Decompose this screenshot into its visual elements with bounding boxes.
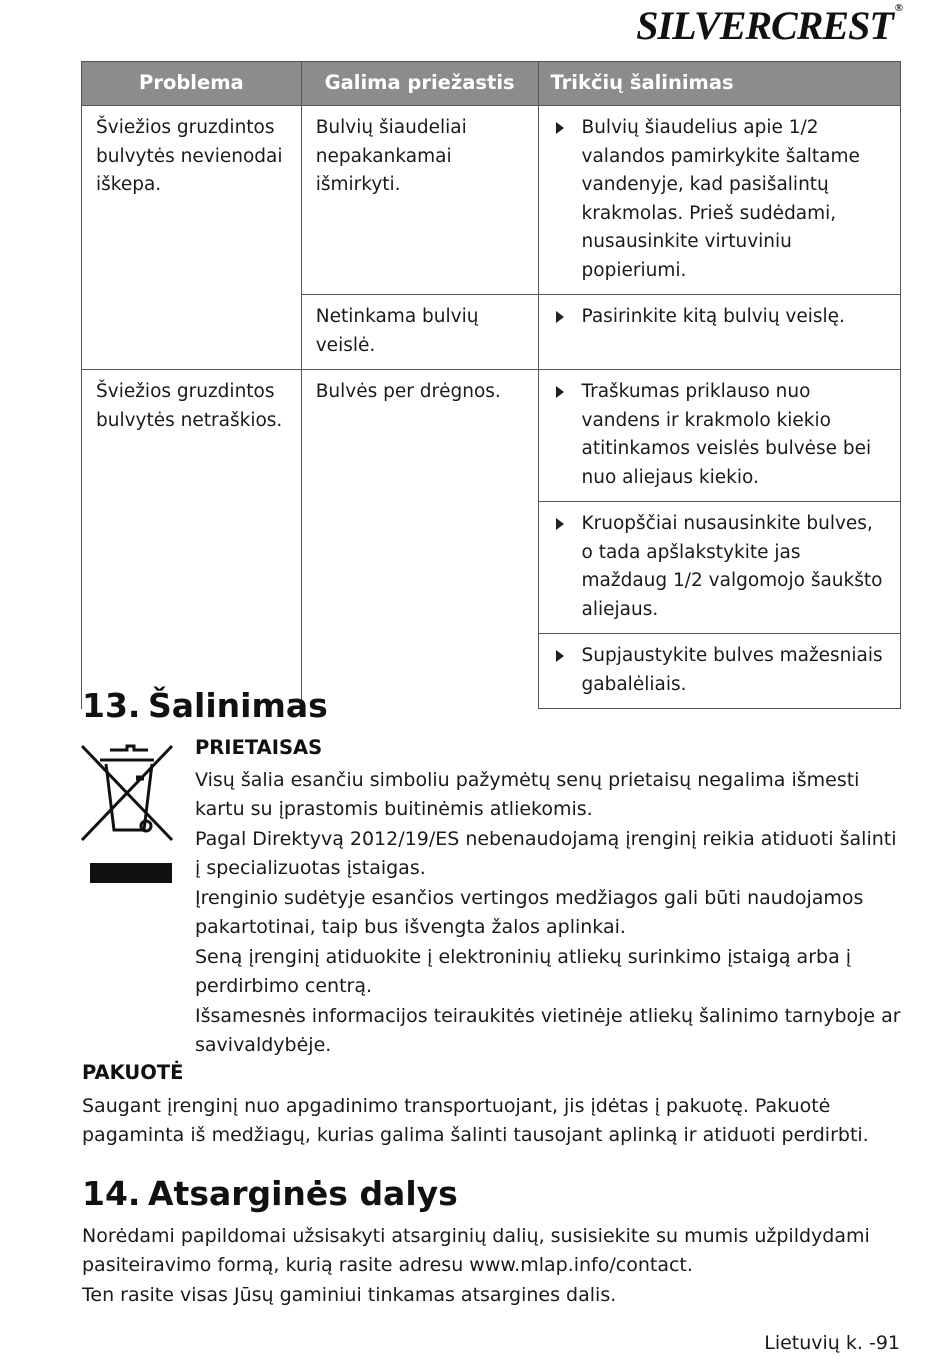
device-paragraph: Pagal Direktyvą 2012/19/ES nebenaudojamą įrenginį reikia atiduoti šalinti į specializuotas įstaigas. — [195, 828, 897, 880]
bullet-triangle-icon — [556, 311, 564, 323]
device-paragraph: Išsamesnės informacijos teiraukitės vietinėje atliekų šalinimo tarnyboje ar savivaldybėje. — [195, 1005, 901, 1057]
header-remedy: Trikčių šalinimas — [538, 62, 900, 106]
remedy-cell: Pasirinkite kitą bulvių veislę. — [538, 295, 900, 370]
device-paragraph: Visų šalia esančiu simboliu pažymėtų senų prietaisų negalima išmesti kartu su įprastomis buitinėmis atliekomis. — [195, 769, 860, 821]
spare-parts-paragraph: Norėdami papildomai užsisakyti atsarginių dalių, susisiekite su mumis užpildydami pasiteiravimo formą, kurią rasite adresu www.mlap.info/contact. — [82, 1225, 870, 1277]
device-paragraph: Seną įrenginį atiduokite į elektroninių atliekų surinkimo įstaigą arba į perdirbimo centrą. — [195, 946, 852, 998]
header-cause: Galima priežastis — [301, 62, 538, 106]
header-problem: Problema — [82, 62, 302, 106]
remedy-cell: Supjaustykite bulves mažesniais gabalėliais. — [538, 634, 900, 709]
section-14-heading: 14. Atsarginės dalys — [82, 1174, 458, 1213]
table-header-row — [82, 62, 901, 106]
problem-cell: Šviežios gruzdintos bulvytės netraškios. — [82, 370, 302, 709]
remedy-cell: Bulvių šiaudelius apie 1/2 valandos pamirkykite šaltame vandenyje, kad pasišalintų krakmolas. Prieš sudėdami, nusausinkite virtuviniu popieriumi. — [538, 106, 900, 295]
table-row — [82, 106, 901, 295]
troubleshooting-table — [81, 61, 901, 709]
silvercrest-logo: SILVERCREST ® — [636, 2, 902, 48]
crossed-out-wheelie-bin-icon — [80, 738, 176, 886]
cause-cell: Bulvių šiaudeliai nepakankamai išmirkyti. — [301, 106, 538, 295]
cause-cell: Bulvės per drėgnos. — [301, 370, 538, 709]
device-paragraph: Įrenginio sudėtyje esančios vertingos medžiagos gali būti naudojamos pakartotinai, taip bus išvengta žalos aplinkai. — [195, 887, 864, 939]
problem-cell: Šviežios gruzdintos bulvytės nevienodai iškepa. — [82, 106, 302, 370]
section-13-heading: 13. Šalinimas — [82, 686, 328, 725]
device-heading: PRIETAISAS — [195, 736, 323, 759]
packaging-heading: PAKUOTĖ — [82, 1061, 184, 1084]
bullet-triangle-icon — [556, 122, 564, 134]
cause-cell: Netinkama bulvių veislė. — [301, 295, 538, 370]
table-row — [82, 370, 901, 502]
remedy-cell: Traškumas priklauso nuo vandens ir krakmolo kiekio atitinkamos veislės bulvėse bei nuo aliejaus kiekio. — [538, 370, 900, 502]
bullet-triangle-icon — [556, 650, 564, 662]
bullet-triangle-icon — [556, 386, 564, 398]
page-number: Lietuvių k. -91 — [764, 1332, 900, 1354]
spare-parts-paragraph: Ten rasite visas Jūsų gaminiui tinkamas atsargines dalis. — [82, 1284, 617, 1306]
bullet-triangle-icon — [556, 518, 564, 530]
packaging-paragraph: Saugant įrenginį nuo apgadinimo transportuojant, jis įdėtas į pakuotę. Pakuotė pagaminta iš medžiagų, kurias galima šalinti tausojant aplinką ir atiduoti perdirbti. — [82, 1095, 869, 1147]
remedy-cell: Kruopščiai nusausinkite bulves, o tada apšlakstykite jas maždaug 1/2 valgomojo šaukšto aliejaus. — [538, 502, 900, 634]
